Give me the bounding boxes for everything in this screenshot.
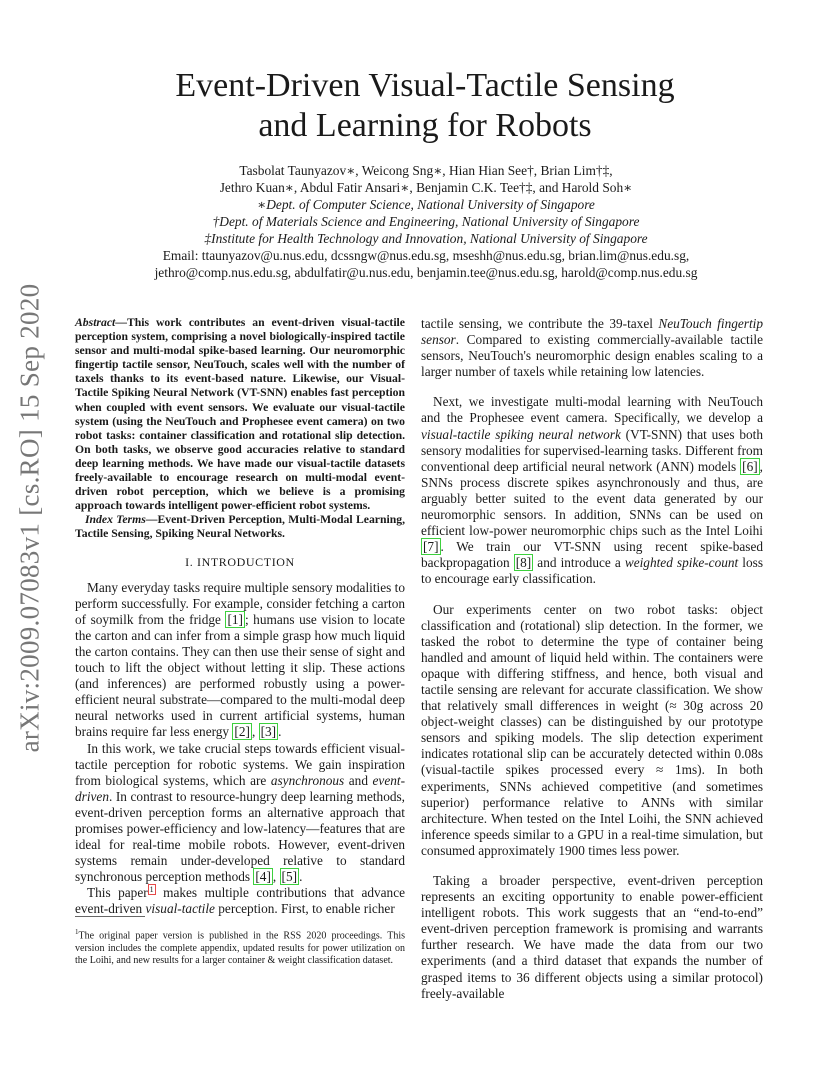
citation-link[interactable]: [4] (255, 869, 271, 885)
citation-link[interactable]: [8] (515, 555, 532, 571)
text-run: loss to encourage early classification. (421, 555, 763, 587)
citation-link[interactable]: [6] (742, 458, 758, 474)
text-run: , (272, 869, 280, 885)
text-run: Next, we investigate multi-modal learning with NeuTouch and the Prophesee event camera. Specifically, we develop a (421, 394, 763, 426)
affiliation-1: ∗Dept. of Computer Science, National University of Singapore (257, 197, 595, 212)
text-run: , SNNs process discrete spikes asynchronously and thus, are arguably better suited to the event data generated by our neuromorphic sensors. In addition, SNNs can be used on efficient low-power neuromorphic chips such as the Intel Loihi (421, 458, 763, 539)
author-block (70, 162, 782, 281)
title-line-1: Event-Driven Visual-Tactile Sensing (175, 67, 675, 104)
citation-link[interactable]: [7] (423, 539, 439, 555)
left-column (75, 316, 405, 918)
citation-link[interactable]: [2] (234, 724, 250, 740)
text-run: ; humans use vision to locate the carton and can infer from a simple grasp how much liquid the carton contains. They can then use their sense of sight and touch to lift the object without letting it slip. These actions (and inferences) are performed robustly using a power-efficient neural substrate—compared to the multi-modal deep neural networks used in current artificial systems, human brains require far less energy (75, 611, 405, 740)
text-run: tactile sensing, we contribute the 39-taxel (421, 316, 659, 331)
text-run: , (251, 724, 259, 740)
text-run: . (278, 724, 282, 740)
right-column (421, 316, 763, 1016)
text-run: perception. First, to enable richer (214, 901, 395, 917)
abstract-lead: Abstract (75, 316, 116, 329)
citation-link[interactable]: [5] (281, 869, 298, 885)
email-line-1: Email: ttaunyazov@u.nus.edu, dcssngw@nus.edu.sg, mseshh@nus.edu.sg, brian.lim@nus.edu.sg, (162, 248, 690, 263)
section-heading-introduction: I. INTRODUCTION (185, 554, 295, 569)
intro-paragraph-5: Our experiments center on two robot tasks: object classification and (rotational) slip detection. In the former, we tasked the robot to determine the type of container being handled and amount of liquid held within. The containers were opaque with differing stiffness, and hence, both visual and tactile sensing are relevant for accurate classification. We show that relatively small differences in weight (≈ 30g across 20 object-weight classes) can be distinguished by our prototype sensors and spiking models. The slip detection experiment indicates rotational slip can be accurately detected within 0.08s (visual-tactile spikes processed every ≈ 1ms). In both experiments, SNNs achieved competitive (and sometimes superior) performance relative to ANNs with similar architecture. When tested on the Intel Loihi, the SNN achieved inference speeds similar to a GPU in a real-time simulation, but consumed approximately 1900 times less power. (421, 601, 763, 858)
index-terms-text: —Event-Driven Perception, Multi-Modal Learning, Tactile Sensing, Spiking Neural Networks. (75, 513, 405, 541)
intro-paragraph-4 (421, 394, 763, 587)
text-run: . (299, 869, 303, 885)
text-run: . Compared to existing commercially-available tactile sensors, NeuTouch's neuromorphic design enables scaling to a larger number of taxels while retaining low latencies. (421, 332, 763, 380)
text-run: . We train our VT-SNN using recent spike-based backpropagation (421, 539, 763, 571)
emphasis: weighted spike-count (624, 555, 739, 571)
abstract-text: —This work contributes an event-driven visual-tactile perception system, comprising a novel biologically-inspired tactile sensor and multi-modal spike-based learning. Our neuromorphic fingertip tactile sensor, NeuTouch, scales well with the number of taxels thanks to its event-based nature. Likewise, our Visual-Tactile Spiking Neural Network (VT-SNN) enables fast perception when coupled with event sensors. We evaluate our visual-tactile system (using the NeuTouch and Prophesee event camera) on two robot tasks: container classification and rotational slip detection. On both tasks, we observe good accuracies relative to standard deep learning methods. We have made our visual-tactile datasets freely-available to encourage research on multi-modal event-driven robot perception, which we believe is a promising approach towards intelligent power-efficient robot systems. (75, 316, 405, 513)
intro-paragraph-3-cont (421, 316, 763, 380)
footnote-text: The original paper version is published in the RSS 2020 proceedings. This version includes the complete appendix, updated results for power utilization on the Loihi, and new results for a larger container & weight classification dataset. (75, 930, 405, 966)
affiliation-2: †Dept. of Materials Science and Engineering, National University of Singapore (212, 214, 640, 229)
footnote-mark: 1 (75, 928, 79, 936)
emphasis: event-driven (75, 772, 405, 804)
abstract (75, 316, 405, 513)
text-run: . In contrast to resource-hungry deep learning methods, event-driven perception forms an alternative approach that promises power-efficiency and low-latency—features that are ideal for real-time mobile robots. However, event-driven systems remain under-developed relative to standard synchronous perception methods (75, 788, 405, 885)
author-line-1: Tasbolat Taunyazov∗, Weicong Sng∗, Hian Hian See†, Brian Lim†‡, (239, 163, 613, 178)
email-line-2: jethro@comp.nus.edu.sg, abdulfatir@u.nus.edu, benjamin.tee@nus.edu.sg, harold@comp.nus.edu.sg (154, 265, 698, 280)
text-run: Many everyday tasks require multiple sensory modalities to perform successfully. For example, consider fetching a carton of soymilk from the fridge (75, 579, 405, 627)
intro-paragraph-1 (75, 580, 405, 741)
paper-title (60, 66, 790, 146)
text-run: (VT-SNN) that uses both sensory modalities for supervised-learning tasks. Different from conventional deep artificial neural network (ANN) models (421, 426, 763, 474)
text-run: This paper (87, 885, 148, 901)
intro-paragraph-2 (75, 741, 405, 886)
affiliation-3: ‡Institute for Health Technology and Innovation, National University of Singapore (204, 231, 648, 246)
footnote (75, 922, 405, 967)
text-run: and (344, 772, 373, 788)
index-terms-lead: Index Terms (85, 513, 146, 527)
arxiv-sidebar-stamp (10, 268, 50, 768)
index-terms (75, 513, 405, 541)
text-run: and introduce a (533, 555, 625, 571)
emphasis: visual-tactile spiking neural network (421, 426, 621, 442)
citation-link[interactable]: [1] (227, 611, 243, 627)
intro-paragraph-3 (75, 885, 405, 917)
text-run: In this work, we take crucial steps towards efficient visual-tactile perception for robotic systems. We gain inspiration from biological systems, which are (75, 740, 405, 788)
footnote-divider (75, 916, 145, 917)
title-line-2: and Learning for Robots (258, 107, 592, 144)
arxiv-id-text: arXiv:2009.07083v1 [cs.RO] 15 Sep 2020 (14, 283, 45, 753)
text-run: makes multiple contributions that advance event-driven (75, 885, 405, 917)
author-line-2: Jethro Kuan∗, Abdul Fatir Ansari∗, Benjamin C.K. Tee†‡, and Harold Soh∗ (219, 180, 633, 195)
footnote-link[interactable]: 1 (149, 884, 154, 894)
emphasis: asynchronous (270, 772, 345, 788)
intro-paragraph-6: Taking a broader perspective, event-driven perception represents an exciting opportunity to enable power-efficient intelligent robots. This work suggests that an “end-to-end” event-driven perception framework is promising and warrants further research. We have made the data from our two experiments (and a third dataset that expands the number of grasped items to 36 different objects using a similar protocol) freely-available (421, 873, 763, 1001)
citation-link[interactable]: [3] (260, 724, 277, 740)
emphasis: NeuTouch fingertip sensor (421, 316, 763, 348)
emphasis: visual-tactile (145, 901, 215, 917)
